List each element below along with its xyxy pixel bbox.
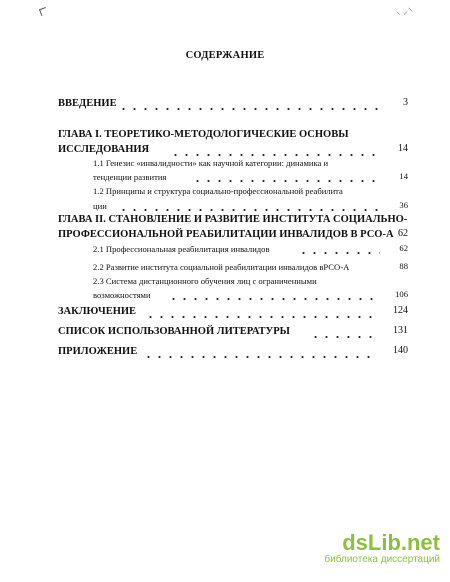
toc-dot-leader xyxy=(298,252,380,254)
toc-page-number: 140 xyxy=(393,345,408,356)
toc-dot-leader xyxy=(145,316,377,318)
toc-entry-1-2-line-2: ции xyxy=(93,201,107,211)
toc-entry-2-2: 2.2 Развитие института социальной реабилитации инвалидов вРСО-А xyxy=(93,262,350,272)
toc-entry-chapter-1-line-2: ИССЛЕДОВАНИЯ xyxy=(58,144,150,155)
watermark-subtitle: библиотека диссертаций xyxy=(324,554,440,565)
toc-page-number: 14 xyxy=(399,171,408,181)
toc-page-number: 106 xyxy=(395,289,408,299)
toc-entry-2-3-line-2: возможностями xyxy=(93,290,151,300)
toc-page-number: 62 xyxy=(398,228,408,239)
toc-entry-1-1-line-2: тенденции развития xyxy=(93,172,167,182)
toc-entry-2-1: 2.1 Профессиональная реабилитация инвалидов xyxy=(93,244,270,254)
toc-entry-chapter-2-line-2: ПРОФЕССИОНАЛЬНОЙ РЕАБИЛИТАЦИИ ИНВАЛИДОВ В РСО-А xyxy=(58,229,394,240)
toc-dot-leader xyxy=(143,356,375,358)
toc-dot-leader xyxy=(168,298,380,300)
watermark-logo: dsLib.net xyxy=(342,530,440,555)
toc-dot-leader xyxy=(192,180,380,182)
toc-entry-conclusion: ЗАКЛЮЧЕНИЕ xyxy=(58,306,137,317)
toc-dot-leader xyxy=(310,336,378,338)
toc-page-number: 36 xyxy=(399,200,408,210)
toc-entry-chapter-1-line-1: ГЛАВА I. ТЕОРЕТИКО-МЕТОДОЛОГИЧЕСКИЕ ОСНОВЫ xyxy=(58,129,349,140)
toc-dot-leader xyxy=(118,209,380,211)
scan-scribble: ⸜ ⸝⸌ xyxy=(396,7,413,17)
toc-entry-introduction: ВВЕДЕНИЕ xyxy=(58,98,117,109)
toc-entry-appendix: ПРИЛОЖЕНИЕ xyxy=(58,346,138,357)
page-title: СОДЕРЖАНИЕ xyxy=(185,50,265,61)
toc-page-number: 62 xyxy=(399,243,408,253)
toc-dot-leader xyxy=(170,154,380,156)
toc-page-number: 14 xyxy=(398,143,408,154)
watermark xyxy=(324,530,440,565)
toc-page-number: 131 xyxy=(393,325,408,336)
toc-entry-1-1-line-1: 1.1 Генезис «инвалидности» как научной категории: динамика и xyxy=(93,158,329,168)
toc-page-number: 3 xyxy=(403,97,408,108)
toc-entry-1-2-line-1: 1.2 Принципы и структура социально-профессиональной реабилита xyxy=(93,186,343,196)
toc-dot-leader xyxy=(118,108,383,110)
toc-entry-bibliography: СПИСОК ИСПОЛЬЗОВАННОЙ ЛИТЕРАТУРЫ xyxy=(58,326,290,337)
toc-entry-chapter-2-line-1: ГЛАВА II. СТАНОВЛЕНИЕ И РАЗВИТИЕ ИНСТИТУТА СОЦИАЛЬНО- xyxy=(58,214,408,225)
toc-entry-2-3-line-1: 2.3 Система дистанционного обучения лиц с ограниченными xyxy=(93,276,317,286)
toc-page-number: 88 xyxy=(399,261,408,271)
toc-page-number: 124 xyxy=(393,305,408,316)
